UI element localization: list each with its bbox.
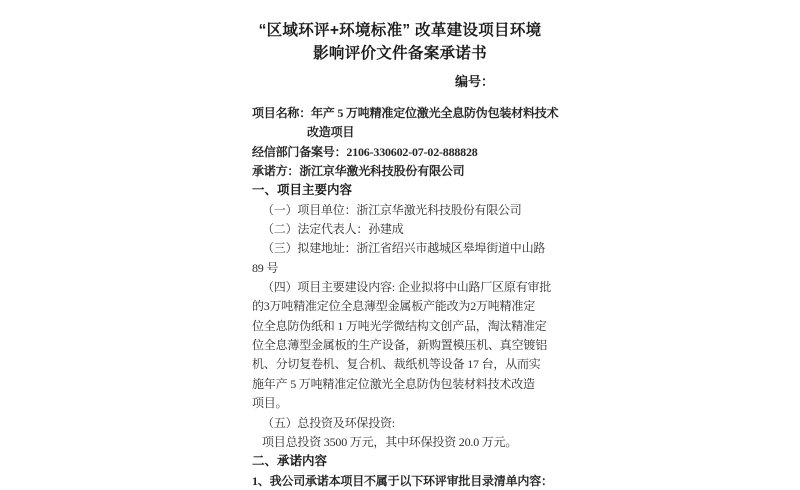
line-item-5-investment-cont: 项目总投资 3500 万元，其中环保投资 20.0 万元。 (262, 434, 518, 449)
line-item-4-content: （四）项目主要建设内容: 企业拟将中山路厂区原有审批 (262, 280, 552, 295)
serial-number-label: 编号： (455, 74, 495, 89)
line-item-4-content-cont-5: 施年产 5 万吨精准定位激光全息防伪包装材料技术改造 (252, 376, 535, 391)
document-title-line-1: “区域环评+环境标准” 改革建设项目环境 (258, 22, 542, 39)
line-promisor: 承诺方：浙江京华激光科技股份有限公司 (252, 164, 465, 179)
line-item-3-address-cont: 89 号 (252, 260, 279, 275)
line-item-2-legal-rep: （二）法定代表人：孙建成 (262, 222, 404, 237)
document-title (0, 20, 800, 65)
line-item-4-content-cont-1: 的3万吨精准定位全息薄型金属板产能改为2万吨精准定 (252, 299, 536, 314)
heading-section-2: 二、承诺内容 (252, 454, 328, 469)
line-item-4-content-cont-6: 项目。 (252, 396, 288, 411)
document-body (252, 104, 572, 490)
line-item-4-content-cont-2: 位全息防伪纸和 1 万吨光学微结构文创产品，淘汰精准定 (252, 318, 547, 333)
line-commitment-1: 1、我公司承诺本项目不属于以下环评审批目录清单内容： (252, 473, 553, 488)
line-item-3-address: （三）拟建地址：浙江省绍兴市越城区皋埠街道中山路 (262, 241, 546, 256)
line-item-5-investment: （五）总投资及环保投资: (262, 415, 395, 430)
document-title-line-2: 影响评价文件备案承诺书 (313, 44, 487, 62)
heading-section-1: 一、项目主要内容 (252, 183, 353, 198)
line-project-name: 项目名称：年产 5 万吨精准定位激光全息防伪包装材料技术 (252, 106, 559, 120)
line-project-name-cont: 改造项目 (307, 125, 355, 140)
line-filing-number: 经信部门备案号：2106-330602-07-02-888828 (252, 144, 478, 159)
line-item-4-content-cont-4: 机、分切复卷机、复合机、裁纸机等设备 17 台，从而实 (252, 357, 541, 372)
line-item-4-content-cont-3: 位全息薄型金属板的生产设备，新购置模压机、真空镀铝 (252, 338, 548, 353)
line-item-1-project-unit: （一）项目单位：浙江京华激光科技股份有限公司 (262, 202, 522, 217)
